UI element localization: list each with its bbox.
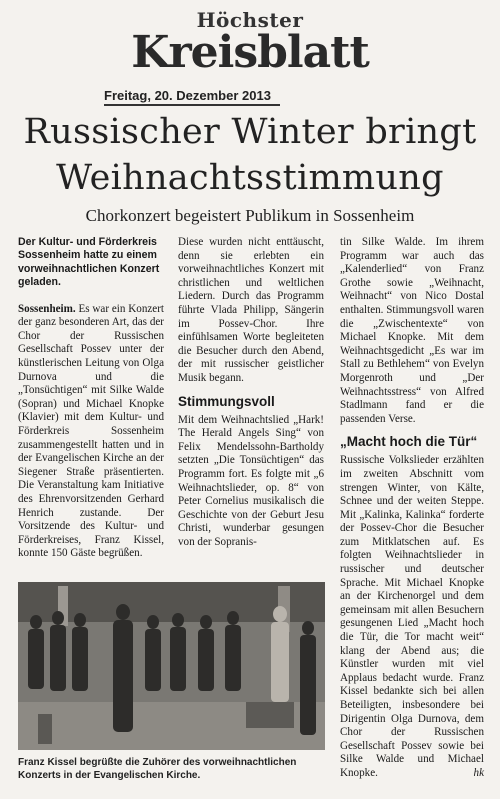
placeline: Sossenheim. (18, 302, 76, 315)
section-heading-macht-hoch: „Macht hoch die Tür“ (340, 434, 478, 450)
article-body-5: Russische Volkslieder erzählten im zweiten Abschnitt vom strengen Winter, von Kälte, Schnee und der weiten Steppe. Mit „Kalinka, Kalinka“ forderte der Possev-Chor die Besucher zum Mitklatschen auf. Es folgten Weihnachtslieder in russischer und deutscher Sprache. Mit Michael Knopke an der Kirchenorgel und dem gemeinsam mit allen Besuchern gesungenen Lied „Macht hoch die Tür, die Tor macht weit“ klang der Abend aus; die Künstler wurden mit viel Applaus bedacht wurde. Franz Kissel bedankte sich bei allen Beteiligten, insbesondere bei Dirigentin Olga Durnova, dem Chor der Russischen Gesellschaft Possev sowie bei Silke Walde und Michael Knopke. (340, 454, 484, 779)
photo-caption: Franz Kissel begrüßte die Zuhörer des vorweihnachtlichen Konzerts in der Evangelischen Kirche. (18, 757, 297, 781)
headline-line-2: Weihnachtsstimmung (56, 158, 444, 198)
article-paragraph-4: tin Silke Walde. Im ihrem Programm war auch das „Kalenderlied“ von Franz Grothe sowie „Weihnacht, Weihnacht“ von Nico Dostal enthalten. Stimmungsvoll waren die „Zwischentexte“ von Michael Knopke. Mit dem Weihnachtsgedicht „Es war im Stall zu Bethlehem“ von Evelyn Morgenroth und „Der Weihnachtsstress“ von Alfred Stadlmann fand er die passenden Verse. (340, 236, 484, 425)
masthead-city: Höchster (196, 8, 304, 32)
article-body-1: Es war ein Konzert der ganz besonderen Art, das der Chor der Russischen Gesellschaft Possev unter der künstlerischen Leitung von Olga Durnova und die „Tonsüchtigen“ mit Silke Walde (Sopran) und Michael Knopke (Klavier) mit dem Kultur- und Förderkreis Sossenheim zusammengestellt hatten und in der Evangelischen Kirche an der Siegener Straße präsentierten. Die Veranstaltung kam Initiative des Ehrenvorsitzenden Gerhard Henrich zustande. Der Vorsitzende des Kultur- und Förderkreises, Franz Kissel, konnte 150 Gäste begrüßen. (18, 302, 164, 560)
masthead-title: Kreisblatt (131, 27, 369, 78)
author-signature: hk (473, 766, 484, 779)
article-paragraph-1 (18, 303, 164, 561)
article-lead: Der Kultur- und Förderkreis Sossenheim hatte zu einem vorweihnachtlichen Konzert geladen. (18, 236, 160, 289)
section-heading-stimmungsvoll: Stimmungsvoll (178, 393, 275, 409)
article-column-2 (178, 236, 324, 549)
dateline: Freitag, 20. Dezember 2013 (104, 88, 280, 106)
choir-photo-illustration (18, 582, 325, 750)
article-paragraph-2: Diese wurden nicht enttäuscht, denn sie erlebten ein vorweihnachtliches Konzert mit christlichen und weltlichen Liedern. Durch das Programm führte Vlada Philipp, Sängerin im Possev-Chor. Ihre einfühlsamen Worte begleiteten die Besucher durch den Abend, der mit russischer geistlicher Musik begann. (178, 236, 324, 384)
concert-photo (18, 582, 325, 750)
article-paragraph-5 (340, 454, 484, 780)
article-paragraph-3: Mit dem Weihnachtslied „Hark! The Herald Angels Sing“ von Felix Mendelssohn-Bartholdy setzten „Die Tonsüchtigen“ das Programm fort. Es folgte mit „6 Weihnachtslieder, op. 8“ von Peter Cornelius musikalisch die Geschichte von der Geburt Jesu Christi, wunderbar gesungen von der Sopranis- (178, 413, 324, 548)
article-column-1 (18, 236, 164, 561)
headline-line-1: Russischer Winter bringt (23, 112, 477, 152)
article-column-3 (340, 236, 484, 781)
subheadline: Chorkonzert begeistert Publikum in Sossenheim (85, 206, 415, 225)
